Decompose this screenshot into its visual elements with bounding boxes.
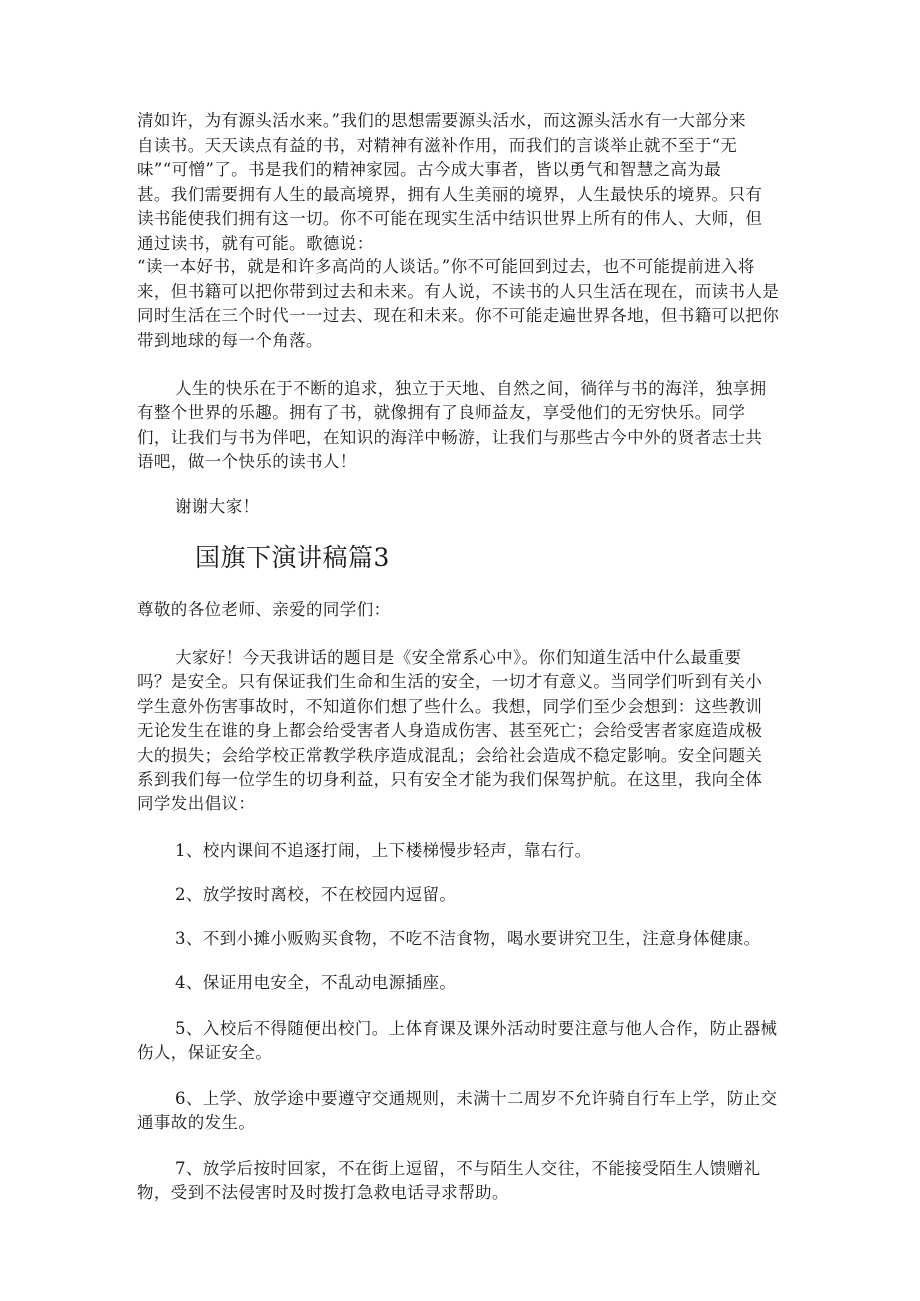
closing-paragraph-line: 们，让我们与书为伴吧，在知识的海洋中畅游，让我们与那些古今中外的贤者志士共 [137,428,763,447]
rule-item-7-cont: 物，受到不法侵害时及时拨打急救电话寻求帮助。 [137,1183,509,1202]
closing-paragraph-line: 有整个世界的乐趣。拥有了书，就像拥有了良师益友，享受他们的无穷快乐。同学 [137,403,746,422]
rule-item-1: 1、校内课间不追逐打闹，上下楼梯慢步轻声，靠右行。 [175,841,592,860]
continuation-line: 带到地球的每一个角落。 [137,331,323,350]
rule-item-3: 3、不到小摊小贩购买食物，不吃不洁食物，喝水要讲究卫生，注意身体健康。 [175,929,761,948]
rule-item-4: 4、保证用电安全，不乱动电源插座。 [175,973,457,992]
intro-paragraph-line: 无论发生在谁的身上都会给受害者人身造成伤害、甚至死亡；会给受害者家庭造成极 [137,721,763,740]
continuation-line: 来，但书籍可以把你带到过去和未来。有人说，不读书的人只生活在现在，而读书人是 [137,282,780,301]
continuation-line: “读一本好书，就是和许多高尚的人谈话。”你不可能回到过去，也不可能提前进入将 [137,257,755,276]
intro-paragraph-line: 学生意外伤害事故时，不知道你们想了些什么。我想，同学们至少会想到：这些教训 [137,697,763,716]
closing-paragraph-line: 语吧，做一个快乐的读书人！ [137,452,357,471]
closing-paragraph-line: 人生的快乐在于不断的追求，独立于天地、自然之间，徜徉与书的海洋，独享拥 [175,379,767,398]
rule-item-7: 7、放学后按时回家，不在街上逗留，不与陌生人交往，不能接受陌生人馈赠礼 [175,1159,761,1178]
intro-paragraph-line: 大家好！今天我讲话的题目是《安全常系心中》。你们知道生活中什么最重要 [175,648,742,667]
continuation-line: 清如许，为有源头活水来。”我们的思想需要源头活水，而这源头活水有一大部分来 [137,111,746,130]
rule-item-2: 2、放学按时离校，不在校园内逗留。 [175,885,457,904]
continuation-line: 通过读书，就有可能。歌德说： [137,234,374,253]
continuation-line: 甚。我们需要拥有人生的最高境界，拥有人生美丽的境界，人生最快乐的境界。只有 [137,185,763,204]
rule-item-5: 5、入校后不得随便出校门。上体育课及课外活动时要注意与他人合作，防止器械 [175,1019,778,1038]
continuation-line: 自读书。天天读点有益的书，对精神有滋补作用，而我们的言谈举止就不至于“无 [137,136,738,155]
section-title: 国旗下演讲稿篇3 [195,543,390,572]
continuation-line: 读书能使我们拥有这一切。你不可能在现实生活中结识世界上所有的伟人、大师，但 [137,209,763,228]
salutation: 尊敬的各位老师、亲爱的同学们： [137,600,391,619]
intro-paragraph-line: 吗？是安全。只有保证我们生命和生活的安全，一切才有意义。当同学们听到有关小 [137,672,763,691]
intro-paragraph-line: 系到我们每一位学生的切身利益，只有安全才能为我们保驾护航。在这里，我向全体 [137,770,763,789]
rule-item-6: 6、上学、放学途中要遵守交通规则，未满十二周岁不允许骑自行车上学，防止交 [175,1089,778,1108]
rule-item-6-cont: 通事故的发生。 [137,1113,256,1132]
intro-paragraph-line: 同学发出倡议： [137,794,256,813]
thanks-line: 谢谢大家！ [175,497,260,516]
continuation-line: 同时生活在三个时代一一过去、现在和未来。你不可能走遍世界各地，但书籍可以把你 [137,306,780,325]
rule-item-5-cont: 伤人，保证安全。 [137,1043,273,1062]
intro-paragraph-line: 大的损失；会给学校正常教学秩序造成混乱；会给社会造成不稳定影响。安全问题关 [137,746,763,765]
continuation-line: 味”“可憎”了。书是我们的精神家园。古今成大事者，皆以勇气和智慧之高为最 [137,160,722,179]
